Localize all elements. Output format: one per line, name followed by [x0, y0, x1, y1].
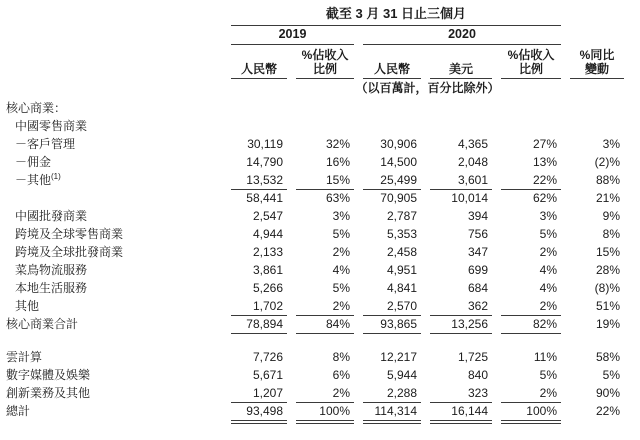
- cell-rmb-2019: 58,441: [246, 191, 283, 205]
- cell-pct-of-revenue-2019: 3%: [332, 209, 350, 223]
- cell-usd-2020: 394: [467, 209, 488, 223]
- col-header-text: %同比: [579, 48, 615, 62]
- cell-pct-of-revenue-2020: 22%: [501, 171, 561, 190]
- table-row: [6, 99, 640, 117]
- row-label: 中國零售商業: [15, 119, 88, 133]
- col-header-text: 變動: [584, 62, 609, 76]
- row-label: 核心商業：: [6, 101, 67, 115]
- cell-pct-of-revenue-2020: 2%: [501, 384, 561, 403]
- cell-rmb-2019: 30,119: [247, 137, 283, 151]
- title-row: [6, 4, 640, 26]
- cell-pct-of-revenue-2019: 2%: [296, 297, 354, 316]
- cell-rmb-2019: 13,532: [231, 171, 287, 190]
- cell-usd-2020: 756: [467, 227, 488, 241]
- row-label: 數字媒體及娛樂: [6, 368, 91, 382]
- cell-rmb-2020: 2,288: [363, 384, 421, 403]
- table-title: 截至 3 月 31 日止三個月: [231, 4, 561, 26]
- cell-rmb-2019: 1,702: [231, 297, 287, 316]
- row-label: －其他$^{(1)}$: [15, 172, 61, 187]
- cell-rmb-2019: 1,207: [231, 384, 287, 403]
- cell-usd-2020: 323: [430, 384, 492, 403]
- cell-rmb-2020: 2,570: [363, 297, 421, 316]
- table-row: [6, 315, 640, 333]
- row-label: 菜鳥物流服務: [15, 263, 88, 277]
- row-label: 本地生活服務: [15, 281, 88, 295]
- col-header-text: %佔收入: [301, 48, 349, 62]
- row-label: 雲計算: [6, 350, 43, 364]
- cell-yoy-change: 58%: [595, 350, 620, 364]
- cell-pct-of-revenue-2020: 4%: [539, 263, 557, 277]
- cell-rmb-2019: 5,671: [252, 368, 283, 382]
- row-label: 中國批發商業: [15, 209, 88, 223]
- cell-yoy-change: 5%: [602, 368, 620, 382]
- cell-pct-of-revenue-2019: 16%: [325, 155, 350, 169]
- table-row: [6, 261, 640, 279]
- cell-pct-of-revenue-2020: 11%: [533, 350, 557, 364]
- cell-pct-of-revenue-2020: 27%: [532, 137, 557, 151]
- footnote-marker: (1): [51, 172, 61, 181]
- col-header-text: 比例: [312, 62, 337, 76]
- table-row: [6, 189, 640, 207]
- cell-pct-of-revenue-2019: 6%: [332, 368, 350, 382]
- row-label: 跨境及全球零售商業: [15, 227, 124, 241]
- year-group-2019: 2019: [231, 26, 354, 45]
- cell-yoy-change: 9%: [602, 209, 620, 223]
- cell-yoy-change: 22%: [595, 404, 620, 418]
- cell-pct-of-revenue-2019: 63%: [325, 191, 350, 205]
- spacer-cell: [6, 4, 222, 26]
- col-header-text: %佔收入: [507, 48, 555, 62]
- col-header-yoy-change: [570, 45, 624, 79]
- row-label: 其他: [15, 299, 40, 313]
- cell-yoy-change: [570, 117, 624, 135]
- cell-rmb-2019: 2,133: [252, 245, 283, 259]
- cell-rmb-2019: 93,498: [231, 402, 287, 424]
- cell-yoy-change: 90%: [595, 386, 620, 400]
- cell-usd-2020: 840: [467, 368, 488, 382]
- cell-rmb-2020: 2,458: [386, 245, 417, 259]
- col-header-pct-of-revenue-2020: [501, 45, 561, 79]
- unit-note: （以百萬計，百分比除外）: [355, 81, 500, 95]
- cell-pct-of-revenue-2020: 2%: [501, 297, 561, 316]
- row-label: －客戶管理: [15, 137, 76, 151]
- row-label: [6, 189, 222, 207]
- table-row: [6, 384, 640, 402]
- cell-usd-2020: 347: [467, 245, 488, 259]
- cell-rmb-2020: 30,906: [380, 137, 417, 151]
- cell-pct-of-revenue-2020: 62%: [532, 191, 557, 205]
- year-group-2020: 2020: [363, 26, 561, 45]
- row-label: －佣金: [15, 155, 52, 169]
- cell-usd-2020: [430, 117, 492, 135]
- cell-rmb-2020: 4,841: [386, 281, 417, 295]
- cell-usd-2020: 2,048: [457, 155, 488, 169]
- col-header-rmb-2020: [363, 45, 421, 79]
- cell-usd-2020: 1,725: [457, 350, 488, 364]
- col-header-rmb-2019: [231, 45, 287, 79]
- cell-rmb-2019: 5,266: [252, 281, 283, 295]
- cell-rmb-2019: 2,547: [252, 209, 283, 223]
- cell-pct-of-revenue-2020: 3%: [539, 209, 557, 223]
- cell-rmb-2019: 7,726: [252, 350, 283, 364]
- cell-pct-of-revenue-2019: 4%: [332, 263, 350, 277]
- table-row: [6, 348, 640, 366]
- cell-pct-of-revenue-2019: 100%: [296, 402, 354, 424]
- cell-pct-of-revenue-2019: 32%: [325, 137, 350, 151]
- cell-pct-of-revenue-2019: 2%: [296, 384, 354, 403]
- cell-rmb-2020: 114,314: [363, 402, 421, 424]
- cell-rmb-2020: 2,787: [386, 209, 417, 223]
- cell-pct-of-revenue-2019: 5%: [332, 227, 350, 241]
- cell-rmb-2020: 5,353: [386, 227, 417, 241]
- cell-pct-of-revenue-2019: 15%: [296, 171, 354, 190]
- cell-rmb-2020: 4,951: [386, 263, 417, 277]
- table-row: [6, 243, 640, 261]
- cell-usd-2020: 699: [467, 263, 488, 277]
- table-row: [6, 207, 640, 225]
- cell-usd-2020: 684: [467, 281, 488, 295]
- spacer-cell: [6, 45, 222, 79]
- cell-rmb-2020: 93,865: [363, 315, 421, 334]
- col-header-usd-2020: [430, 45, 492, 79]
- spacer-cell: [6, 26, 222, 45]
- cell-pct-of-revenue-2020: 2%: [539, 245, 557, 259]
- cell-yoy-change: 28%: [595, 263, 620, 277]
- cell-pct-of-revenue-2020: 100%: [501, 402, 561, 424]
- cell-usd-2020: [430, 99, 492, 117]
- table-body: [6, 99, 640, 420]
- cell-usd-2020: 16,144: [430, 402, 492, 424]
- unit-note-row: [6, 79, 640, 97]
- cell-pct-of-revenue-2019: [296, 99, 354, 117]
- cell-yoy-change: 3%: [602, 137, 620, 151]
- cell-pct-of-revenue-2020: [501, 99, 561, 117]
- table-row: [6, 153, 640, 171]
- table-row: [6, 171, 640, 189]
- cell-rmb-2020: 5,944: [386, 368, 417, 382]
- cell-pct-of-revenue-2020: 5%: [539, 368, 557, 382]
- table-row: [6, 135, 640, 153]
- row-label: 核心商業合計: [6, 317, 79, 331]
- col-header-text: 美元: [448, 62, 473, 76]
- cell-rmb-2019: 3,861: [252, 263, 283, 277]
- cell-pct-of-revenue-2019: 84%: [296, 315, 354, 334]
- cell-rmb-2019: 78,894: [231, 315, 287, 334]
- year-group-row: [6, 26, 640, 45]
- spacer-cell: [570, 26, 624, 45]
- cell-yoy-change: 51%: [595, 299, 620, 313]
- cell-pct-of-revenue-2019: [296, 117, 354, 135]
- cell-rmb-2019: [231, 117, 287, 135]
- cell-pct-of-revenue-2020: 4%: [539, 281, 557, 295]
- cell-usd-2020: 362: [430, 297, 492, 316]
- cell-pct-of-revenue-2020: 5%: [539, 227, 557, 241]
- cell-yoy-change: 21%: [595, 191, 620, 205]
- column-header-row: [6, 45, 640, 79]
- cell-usd-2020: 13,256: [430, 315, 492, 334]
- row-label: 跨境及全球批發商業: [15, 245, 124, 259]
- cell-rmb-2020: [363, 117, 421, 135]
- cell-pct-of-revenue-2019: 8%: [332, 350, 350, 364]
- cell-rmb-2019: 4,944: [252, 227, 283, 241]
- col-header-text: 比例: [518, 62, 543, 76]
- cell-yoy-change: 15%: [595, 245, 620, 259]
- cell-usd-2020: 10,014: [451, 191, 488, 205]
- cell-yoy-change: (8)%: [594, 281, 620, 295]
- cell-yoy-change: 88%: [595, 173, 620, 187]
- cell-yoy-change: 8%: [602, 227, 620, 241]
- cell-usd-2020: 3,601: [430, 171, 492, 190]
- col-header-text: 人民幣: [240, 62, 277, 76]
- cell-rmb-2020: 12,217: [380, 350, 417, 364]
- cell-pct-of-revenue-2020: 82%: [501, 315, 561, 334]
- cell-rmb-2020: 25,499: [363, 171, 421, 190]
- cell-yoy-change: 19%: [595, 317, 620, 331]
- cell-yoy-change: [570, 99, 624, 117]
- col-header-text: 人民幣: [373, 62, 410, 76]
- col-header-pct-of-revenue-2019: [296, 45, 354, 79]
- cell-usd-2020: 4,365: [457, 137, 488, 151]
- cell-rmb-2019: [231, 99, 287, 117]
- cell-rmb-2020: 70,905: [380, 191, 417, 205]
- cell-pct-of-revenue-2019: 2%: [332, 245, 350, 259]
- table-row: [6, 279, 640, 297]
- table-row: [6, 297, 640, 315]
- cell-pct-of-revenue-2020: [501, 117, 561, 135]
- row-label: 總計: [6, 404, 31, 418]
- table-row: [6, 225, 640, 243]
- table-row: [6, 366, 640, 384]
- table-row: [6, 402, 640, 420]
- spacer-cell: [6, 79, 222, 97]
- cell-rmb-2019: 14,790: [246, 155, 283, 169]
- cell-pct-of-revenue-2020: 13%: [532, 155, 557, 169]
- cell-rmb-2020: [363, 99, 421, 117]
- cell-rmb-2020: 14,500: [380, 155, 417, 169]
- cell-pct-of-revenue-2019: 5%: [332, 281, 350, 295]
- table-row: [6, 117, 640, 135]
- cell-yoy-change: (2)%: [594, 155, 620, 169]
- row-label: 創新業務及其他: [6, 386, 91, 400]
